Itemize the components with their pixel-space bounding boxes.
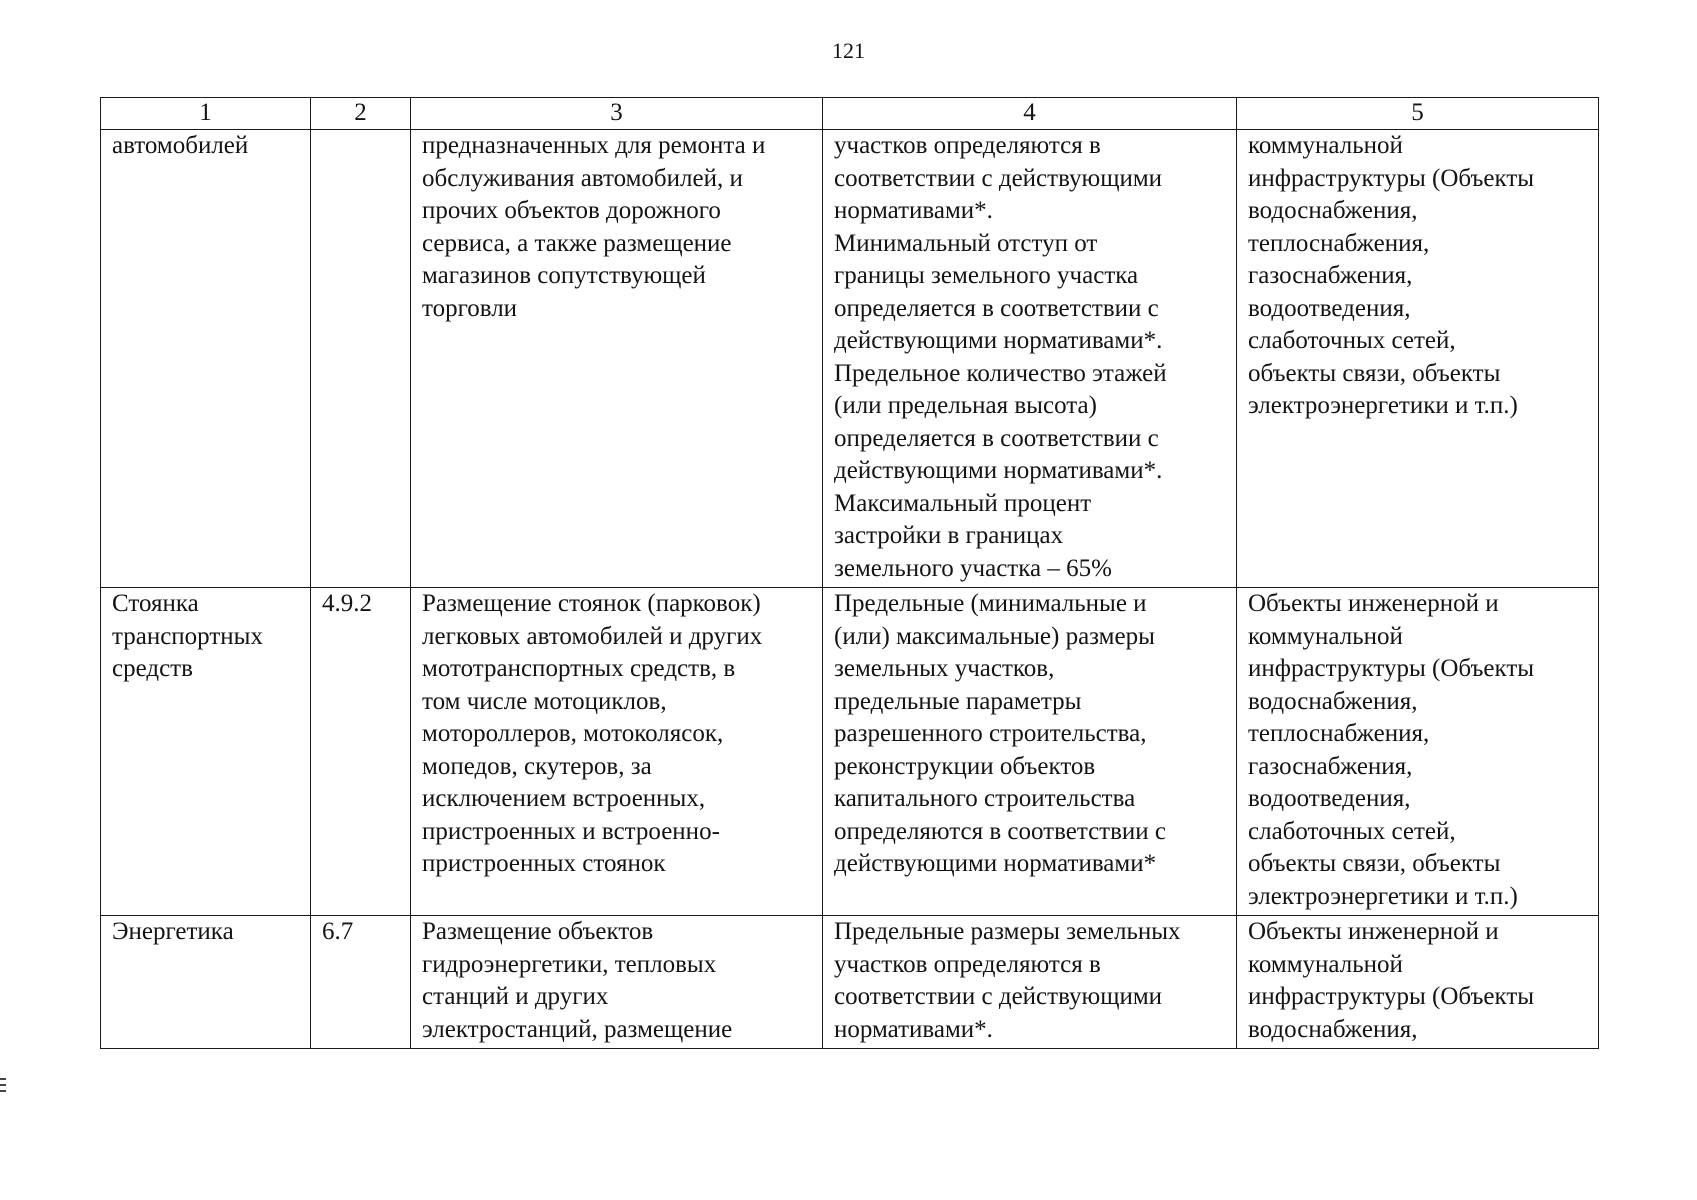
cell-land-use-type bbox=[101, 916, 311, 1049]
cell-text: участков определяются в соответствии с действующими нормативами*. Минимальный отступ от границы земельного участка определяется в соответствии с действующими нормативами*. Предельное количество этажей (или предельная высота) определяется в соответствии с действующими нормативами*. Максимальный процент застройки в границах земельного участка – 65% bbox=[834, 132, 1167, 582]
cell-parameters bbox=[823, 588, 1237, 916]
table-row bbox=[101, 916, 1599, 1049]
cell-land-use-type bbox=[101, 130, 311, 588]
cell-text: 4.9.2 bbox=[322, 590, 372, 617]
cell-text: Размещение объектов гидроэнергетики, тепловых станций и других электростанций, размещение bbox=[422, 918, 733, 1043]
cell-text: Объекты инженерной и коммунальной инфраструктуры (Объекты водоснабжения, bbox=[1248, 918, 1535, 1043]
cell-text: предназначенных для ремонта и обслуживания автомобилей, и прочих объектов дорожного сервиса, а также размещение магазинов сопутствующей торговли bbox=[422, 132, 766, 322]
cell-parameters bbox=[823, 916, 1237, 1049]
cell-parameters bbox=[823, 130, 1237, 588]
cell-text: Размещение стоянок (парковок) легковых автомобилей и других мототранспортных средств, в том числе мотоциклов, мотороллеров, мотоколясок, мопедов, скутеров, за исключением встроенных, пристроенных и встроенно- пристроенных стоянок bbox=[422, 590, 763, 877]
column-header-4: 4 bbox=[823, 98, 1237, 130]
cell-code bbox=[311, 130, 411, 588]
cell-text: Энергетика bbox=[112, 918, 234, 945]
cell-description bbox=[411, 916, 823, 1049]
page-number: 121 bbox=[832, 38, 865, 63]
cell-text: 6.7 bbox=[322, 918, 354, 945]
column-header-2: 2 bbox=[311, 98, 411, 130]
table-row bbox=[101, 588, 1599, 916]
column-header-5: 5 bbox=[1237, 98, 1599, 130]
cell-description bbox=[411, 588, 823, 916]
cell-auxiliary-objects bbox=[1237, 588, 1599, 916]
column-header-3: 3 bbox=[411, 98, 823, 130]
column-header-1: 1 bbox=[101, 98, 311, 130]
cell-text: Объекты инженерной и коммунальной инфраструктуры (Объекты водоснабжения, теплоснабжения, газоснабжения, водоотведения, слаботочных сетей, объекты связи, объекты электроэнергетики и т.п.) bbox=[1248, 590, 1535, 910]
cell-auxiliary-objects bbox=[1237, 130, 1599, 588]
cell-text: Стоянка транспортных средств bbox=[112, 590, 263, 682]
table-row bbox=[101, 130, 1599, 588]
cell-code bbox=[311, 588, 411, 916]
cell-text: Предельные (минимальные и (или) максимальные) размеры земельных участков, предельные параметры разрешенного строительства, реконструкции объектов капитального строительства определяются в соответствии с действующими нормативами* bbox=[834, 590, 1167, 877]
cell-code bbox=[311, 916, 411, 1049]
cell-text: Предельные размеры земельных участков определяются в соответствии с действующими нормативами*. bbox=[834, 918, 1181, 1043]
cell-text: автомобилей bbox=[112, 132, 249, 159]
cell-text: коммунальной инфраструктуры (Объекты водоснабжения, теплоснабжения, газоснабжения, водоотведения, слаботочных сетей, объекты связи, объекты электроэнергетики и т.п.) bbox=[1248, 132, 1535, 419]
scan-edge-mark bbox=[0, 1078, 6, 1098]
cell-land-use-type bbox=[101, 588, 311, 916]
cell-description bbox=[411, 130, 823, 588]
cell-auxiliary-objects bbox=[1237, 916, 1599, 1049]
regulations-table bbox=[100, 97, 1599, 1049]
table-header-row bbox=[101, 98, 1599, 130]
